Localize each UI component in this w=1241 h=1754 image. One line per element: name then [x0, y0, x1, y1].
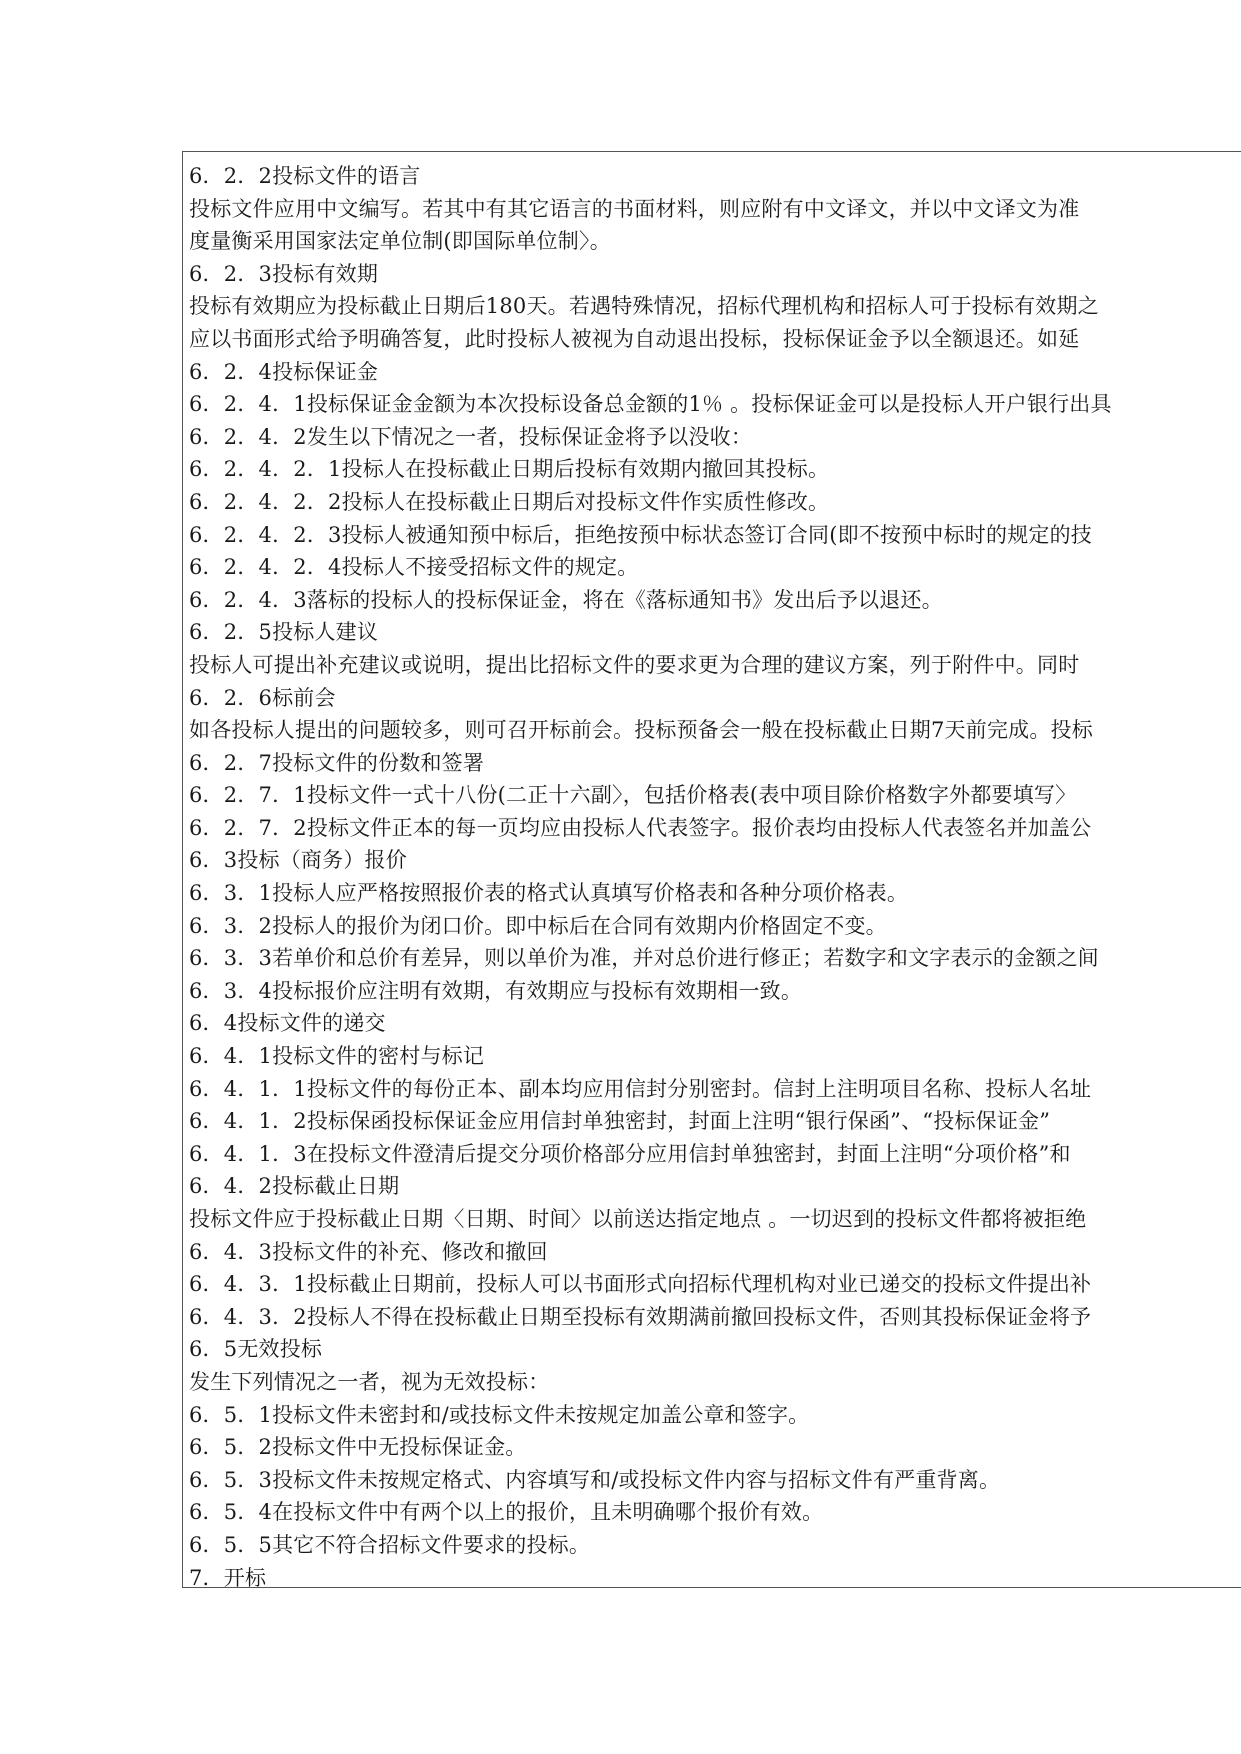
document-text: [189, 160, 1241, 1589]
document-line: 投标文件应用中文编写。若其中有其它语言的书面材料，则应附有中文译文，并以中文译文为准: [189, 196, 1080, 221]
document-line: 6．4．3投标文件的补充、修改和撤回: [189, 1239, 548, 1264]
document-line: 6．3投标（商务）报价: [189, 848, 407, 873]
document-line: 应以书面形式给予明确答复，此时投标人被视为自动退出投标，投标保证金予以全额退还。如延: [189, 326, 1080, 351]
document-line: 6．2．4．2发生以下情况之一者，投标保证金将予以没收：: [189, 424, 753, 449]
document-line: 7．开标: [189, 1565, 267, 1589]
document-line: 6．5．3投标文件未按规定格式、内容填写和/或投标文件内容与招标文件有严重背离。: [189, 1467, 1001, 1492]
document-frame: [182, 151, 1241, 1588]
document-line: 6．2．4．2．2投标人在投标截止日期后对投标文件作实质性修改。: [189, 489, 830, 514]
document-line: 投标人可提出补充建议或说明，提出比招标文件的要求更为合理的建议方案，列于附件中。同时: [189, 652, 1080, 677]
document-line: 6．3．1投标人应严格按照报价表的格式认真填写价格表和各种分项价格表。: [189, 881, 909, 906]
document-line: 发生下列情况之一者，视为无效投标：: [189, 1369, 550, 1394]
document-line: 6．2．5投标人建议: [189, 620, 379, 645]
document-line: 6．2．4投标保证金: [189, 359, 379, 384]
document-line: 6．5．1投标文件未密封和/或技标文件未按规定加盖公章和签字。: [189, 1402, 810, 1427]
document-line: 6．4．2投标截止日期: [189, 1174, 400, 1199]
document-line: 投标有效期应为投标截止日期后180天。若遇特殊情况，招标代理机构和招标人可于投标有效期之: [189, 294, 1099, 319]
document-line: 6．3．3若单价和总价有差异，则以单价为准，并对总价进行修正；若数字和文字表示的金额之间: [189, 946, 1099, 971]
document-line: 6．2．3投标有效期: [189, 261, 379, 286]
document-line: 如各投标人提出的问题较多，则可召开标前会。投标预备会一般在投标截止日期7天前完成。投标: [189, 718, 1093, 743]
document-line: 6．4．1．3在投标文件澄清后提交分项价格部分应用信封单独密封，封面上注明“分项价格”和: [189, 1141, 1071, 1166]
document-line: 6．3．2投标人的报价为闭口价。即中标后在合同有效期内价格固定不变。: [189, 913, 887, 938]
document-line: 6．2．4．3落标的投标人的投标保证金，将在《落标通知书》发出后予以退还。: [189, 587, 943, 612]
document-line: 度量衡采用国家法定单位制(即国际单位制〉。: [189, 229, 611, 254]
document-line: 投标文件应于投标截止日期〈日期、时间〉以前送达指定地点 。一切迟到的投标文件都将被拒绝: [189, 1207, 1087, 1231]
document-line: 6．2．4．2．1投标人在投标截止日期后投标有效期内撤回其投标。: [189, 457, 830, 482]
document-line: 6．4．1．1投标文件的每份正本、副本均应用信封分别密封。信封上注明项目名称、投标人名址: [189, 1076, 1092, 1101]
document-line: 6．3．4投标报价应注明有效期，有效期应与投标有效期相一致。: [189, 978, 803, 1003]
document-line: 6．2．4．1投标保证金金额为本次投标设备总金额的1％ 。投标保证金可以是投标人开户银行出具: [189, 392, 1112, 417]
document-line: 6．2．7．1投标文件一式十八份(二正十六副〉，包括价格表(表中项目除价格数字外都要填写〉: [189, 783, 1077, 808]
document-line: 6．4．3．1投标截止日期前，投标人可以书面形式向招标代理机构对业已递交的投标文件提出补: [189, 1272, 1092, 1297]
document-line: 6．2．6标前会: [189, 685, 336, 710]
document-line: 6．2．4．2．4投标人不接受招标文件的规定。: [189, 555, 639, 580]
document-line: 6．5．5其它不符合招标文件要求的投标。: [189, 1532, 591, 1557]
document-viewport: [183, 152, 1241, 1589]
document-line: 6．2．7．2投标文件正本的每一页均应由投标人代表签字。报价表均由投标人代表签名并加盖公: [189, 815, 1092, 840]
document-line: 6．2．4．2．3投标人被通知预中标后，拒绝按预中标状态签订合同(即不按预中标时的规定的技: [189, 522, 1092, 547]
document-line: 6．4投标文件的递交: [189, 1011, 386, 1036]
document-line: 6．5．2投标文件中无投标保证金。: [189, 1435, 527, 1460]
document-line: 6．2．7投标文件的份数和签署: [189, 750, 485, 775]
document-line: 6．4．1投标文件的密村与标记: [189, 1044, 485, 1069]
document-line: 6．4．3．2投标人不得在投标截止日期至投标有效期满前撤回投标文件，否则其投标保证金将予: [189, 1304, 1092, 1329]
document-line: 6．5．4在投标文件中有两个以上的报价，且未明确哪个报价有效。: [189, 1500, 824, 1525]
document-line: 6．2．2投标文件的语言: [189, 164, 421, 188]
document-line: 6．4．1．2投标保函投标保证金应用信封单独密封，封面上注明“银行保函”、“投标保证金”: [189, 1109, 1051, 1134]
document-line: 6．5无效投标: [189, 1337, 323, 1362]
